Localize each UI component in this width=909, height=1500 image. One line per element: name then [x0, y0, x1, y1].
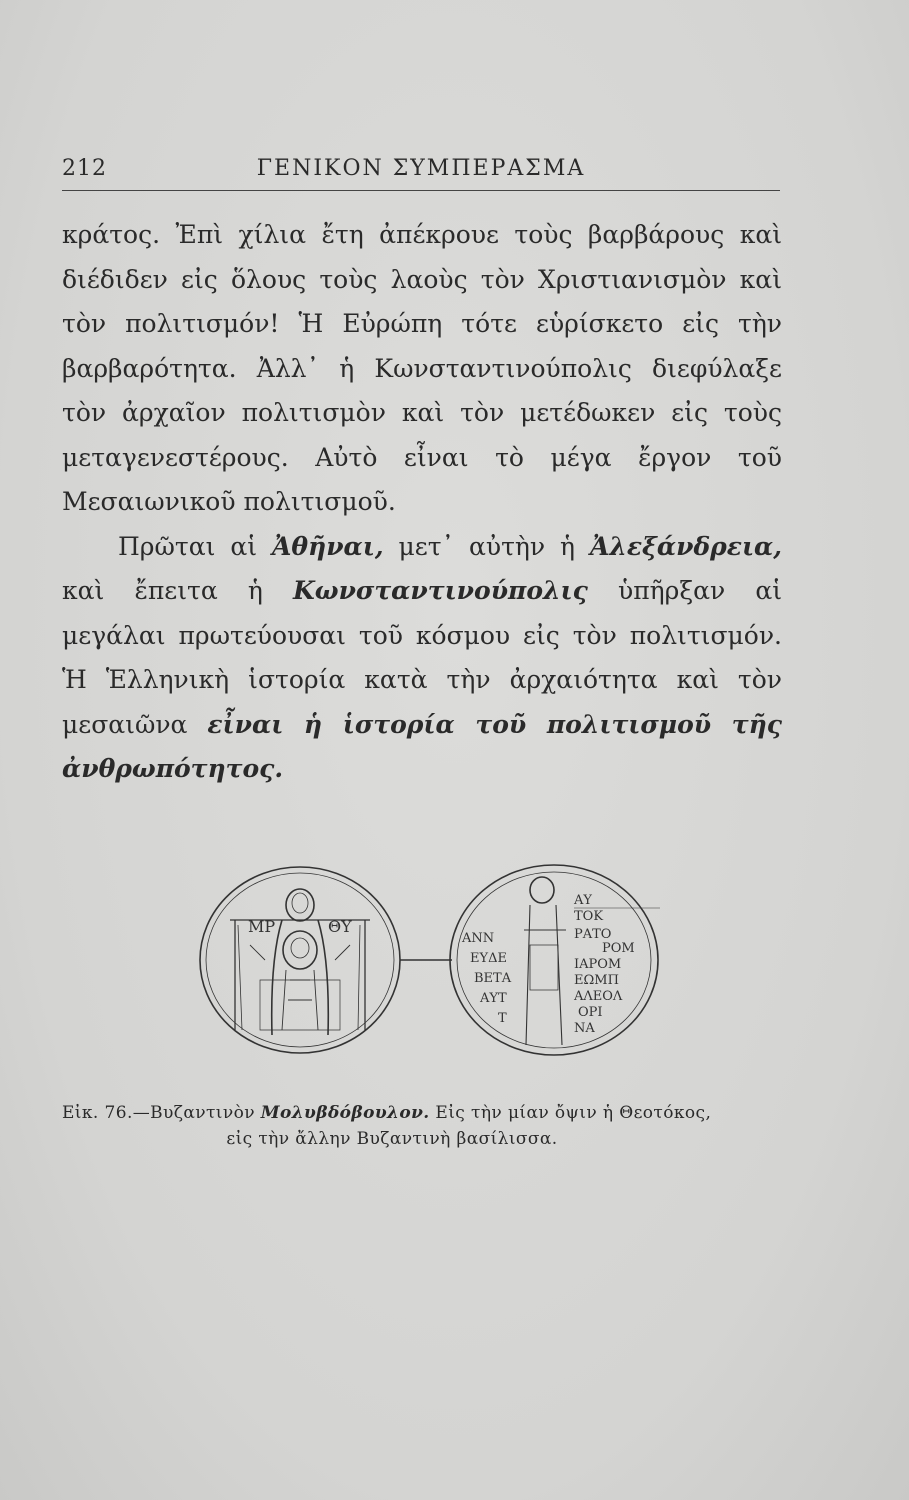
- page-number: 212: [62, 156, 107, 181]
- reverse-right-7: ΑΛΕΟΛ: [574, 989, 623, 1004]
- term-alexandreia: Ἀλεξάνδρεια,: [589, 531, 782, 561]
- reverse-left-5: Τ: [498, 1011, 507, 1026]
- paragraph-1: κράτος. Ἐπὶ χίλια ἔτη ἀπέκρουε τοὺς βαρβάρους καὶ διέδιδεν εἰς ὅλους τοὺς λαοὺς τὸν Χριστιανισμὸν καὶ τὸν πολιτισμόν! Ἡ Εὐρώπη τότε εὑρίσκετο εἰς τὴν βαρβαρότητα. Ἀλλ᾽ ἡ Κωνσταντινούπολις διεφύλαξε τὸν ἀρχαῖον πολιτισμὸν καὶ τὸν μετέδωκεν εἰς τοὺς μεταγενεστέρους. Αὐτὸ εἶναι τὸ μέγα ἔργον τοῦ Μεσαιωνικοῦ πολιτισμοῦ.: [62, 220, 782, 516]
- reverse-left-3: ΒΕΤΑ: [474, 971, 512, 986]
- reverse-right-9: ΝΑ: [574, 1021, 595, 1036]
- seal-figure: [190, 860, 670, 1060]
- figure-caption: [62, 1100, 782, 1152]
- reverse-left-4: ΑΥΤ: [480, 991, 507, 1006]
- caption-rest: Εἰς τὴν μίαν ὄψιν ἡ Θεοτόκος,: [429, 1103, 712, 1123]
- caption-label: Εἰκ. 76.—Βυζαντινὸν: [62, 1103, 261, 1123]
- paragraph-2: [62, 525, 782, 792]
- reverse-right-8: ΟΡΙ: [578, 1005, 603, 1020]
- reverse-right-4: ΡΟΜ: [602, 941, 635, 956]
- paragraph-2-text-c: καὶ ἔπειτα ἡ: [62, 576, 294, 605]
- body-text: [62, 213, 782, 792]
- paragraph-2-text-b: μετ᾽ αὐτὴν ἡ: [383, 531, 590, 561]
- caption-line-2: εἰς τὴν ἄλλην Βυζαντινὴ βασίλισσα.: [226, 1129, 558, 1149]
- caption-term: Μολυβδόβουλον.: [260, 1103, 430, 1123]
- emphasis-conclusion: εἶναι ἡ ἱστορία τοῦ πολιτισμοῦ τῆς ἀνθρωπότητος.: [62, 709, 782, 783]
- obverse-legend-left: ΜΡ: [248, 917, 276, 936]
- obverse-legend-right: ΘΥ: [328, 917, 352, 936]
- page-header: [62, 150, 780, 191]
- reverse-right-2: ΤΟΚ: [574, 909, 604, 924]
- reverse-left-2: ΕΥΔΕ: [470, 951, 507, 966]
- term-konstantinoupolis: Κωνσταντινούπολις: [293, 576, 588, 605]
- running-head: ΓΕΝΙΚΟΝ ΣΥΜΠΕΡΑΣΜΑ: [256, 156, 586, 181]
- reverse-right-6: ΕΩΜΠ: [574, 973, 619, 988]
- reverse-right-3: ΡΑΤΟ: [574, 927, 612, 942]
- reverse-left-1: ΑΝΝ: [462, 931, 495, 946]
- paragraph-2-text-d: ὑπῆρξαν αἱ μεγάλαι πρωτεύουσαι τοῦ κόσμου εἰς τὸν πολιτισμόν. Ἡ Ἑλληνικὴ ἱστορία κατὰ τὴν ἀρχαιότητα καὶ τὸν μεσαιῶνα: [62, 576, 783, 739]
- reverse-right-1: ΑΥ: [574, 893, 592, 908]
- caption-line-1: [62, 1100, 782, 1126]
- seal-obverse: [200, 867, 400, 1053]
- paragraph-2-text-a: Πρῶται αἱ: [118, 531, 272, 561]
- reverse-right-5: ΙΑΡΟΜ: [574, 957, 622, 972]
- term-athinai: Ἀθῆναι,: [271, 531, 384, 561]
